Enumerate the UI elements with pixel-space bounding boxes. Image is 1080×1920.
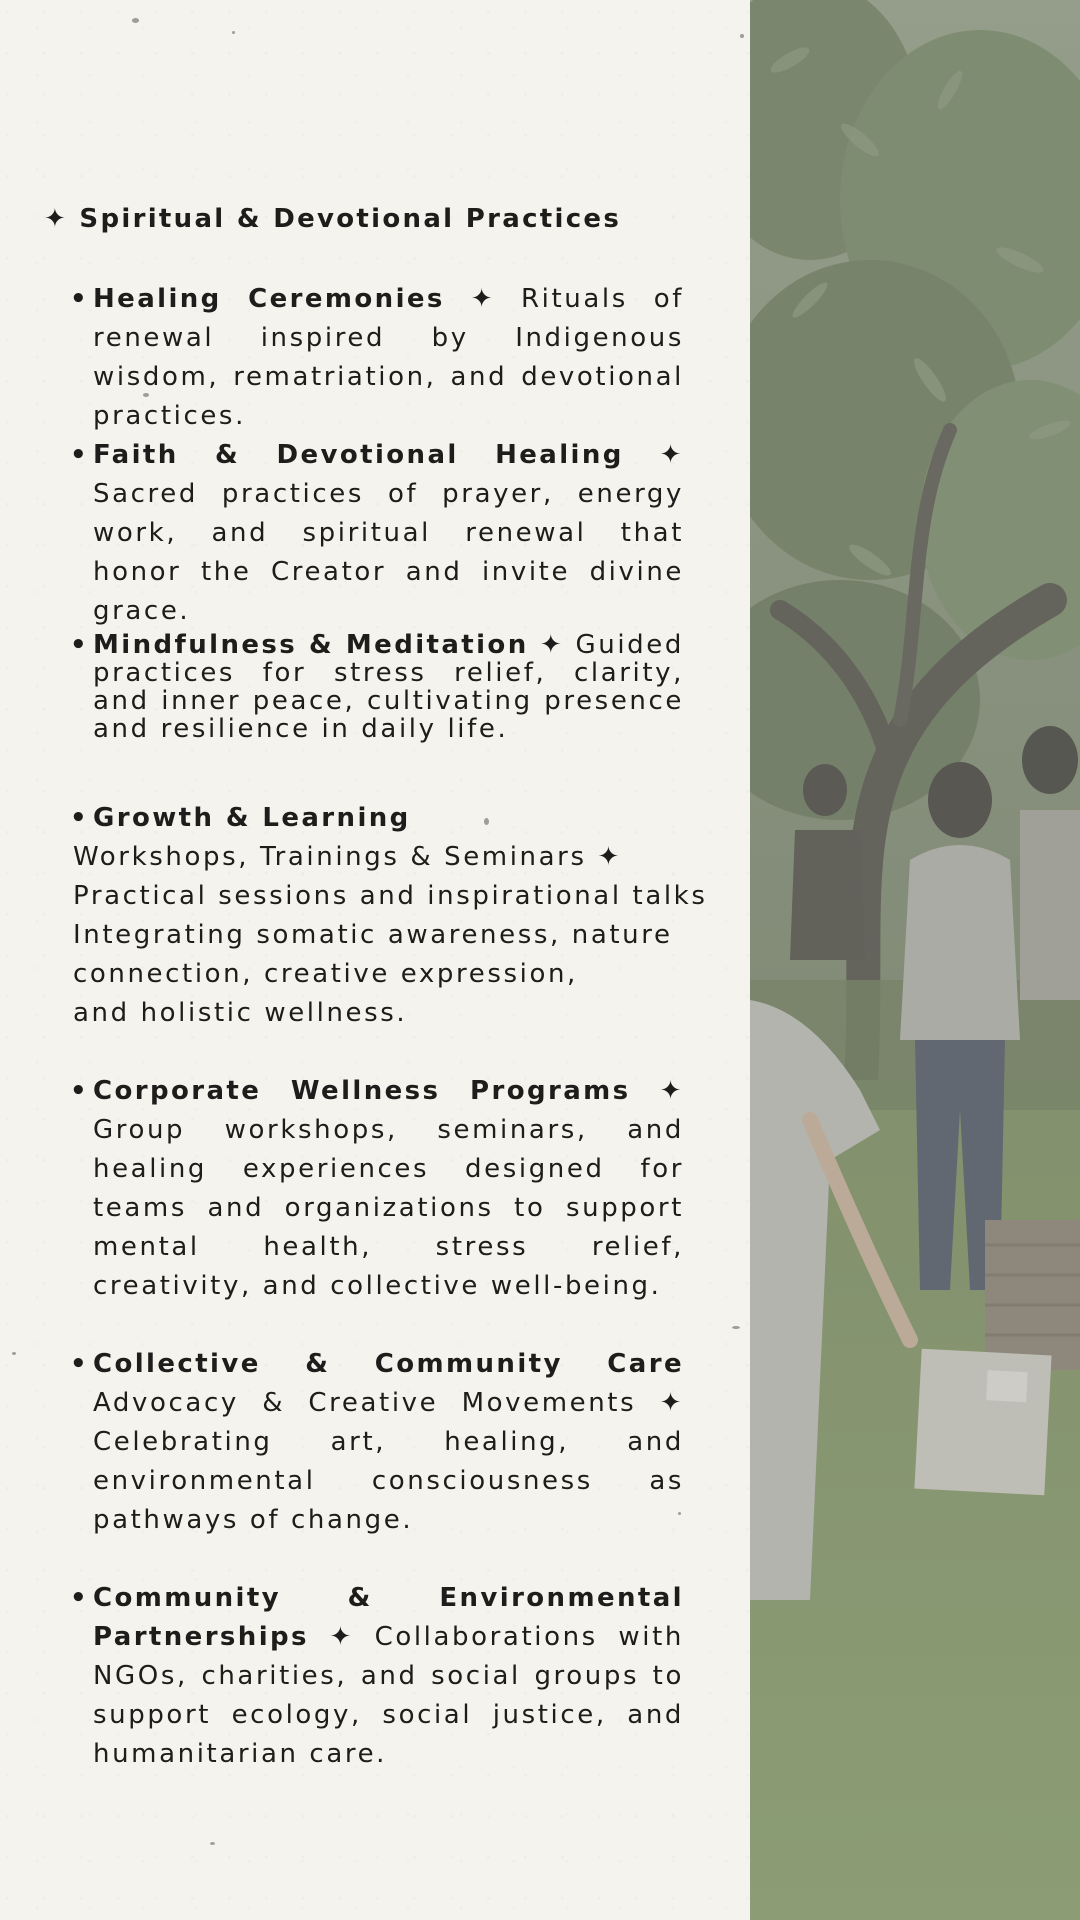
item-text xyxy=(93,799,684,838)
list-item xyxy=(70,631,684,743)
bullet: • xyxy=(70,803,90,833)
sparkle-icon: ✦ xyxy=(659,1076,684,1106)
item-heading: Faith & Devotional Healing xyxy=(93,440,624,470)
item-line: Integrating somatic awareness, nature xyxy=(73,920,673,950)
item-heading: Community & Environmental Partnerships xyxy=(93,1583,684,1652)
list-item xyxy=(70,799,708,1033)
paper-speck xyxy=(132,18,139,23)
section-title: ✦ Spiritual & Devotional Practices xyxy=(44,204,622,234)
item-line: Workshops, Trainings & Seminars ✦ xyxy=(73,842,622,872)
item-text xyxy=(93,1579,684,1774)
background-photo xyxy=(750,0,1080,1920)
sparkle-icon: ✦ xyxy=(659,440,684,470)
list-item xyxy=(70,1345,684,1540)
list-item xyxy=(70,1579,684,1774)
item-description: Collaborations with NGOs, charities, and social groups to support ecology, social justice, and humanitarian care. xyxy=(93,1622,684,1769)
item-heading: Mindfulness & Meditation xyxy=(93,630,529,660)
item-heading: Healing Ceremonies xyxy=(93,284,445,314)
paper-speck xyxy=(210,1842,215,1845)
item-line: connection, creative expression, xyxy=(73,959,578,989)
bullet: • xyxy=(70,1349,90,1379)
sparkle-icon: ✦ xyxy=(539,630,565,660)
sparkle-icon: ✦ xyxy=(329,1622,354,1652)
item-description: Rituals of renewal inspired by Indigenous wisdom, rematriation, and devotional practices. xyxy=(93,284,684,431)
list-item xyxy=(70,1072,684,1306)
item-text xyxy=(93,631,684,743)
item-line: and holistic wellness. xyxy=(73,998,408,1028)
item-line: Practical sessions and inspirational talks xyxy=(73,881,708,911)
bullet: • xyxy=(70,284,90,314)
paper-speck xyxy=(740,34,744,38)
bullet: • xyxy=(70,1076,90,1106)
item-heading: Collective & Community Care xyxy=(93,1349,684,1379)
item-description: Advocacy & Creative Movements ✦ Celebrating art, healing, and environmental consciousness as pathways of change. xyxy=(93,1388,684,1535)
sparkle-icon: ✦ xyxy=(470,284,496,314)
paper-speck xyxy=(12,1352,16,1355)
item-heading: Corporate Wellness Programs xyxy=(93,1076,631,1106)
bullet: • xyxy=(70,440,90,470)
item-description: Group workshops, seminars, and healing experiences designed for teams and organizations to support mental health, stress relief, creativity, and collective well-being. xyxy=(93,1115,684,1301)
item-text xyxy=(93,1345,684,1540)
paper-speck xyxy=(732,1326,740,1329)
bullet: • xyxy=(70,630,90,660)
item-description: Guided practices for stress relief, clarity, and inner peace, cultivating presence and resilience in daily life. xyxy=(93,630,684,744)
item-text xyxy=(93,280,684,436)
item-heading: Growth & Learning xyxy=(93,803,411,833)
item-sub-lines xyxy=(73,838,708,1033)
item-description: Sacred practices of prayer, energy work, and spiritual renewal that honor the Creator and invite divine grace. xyxy=(93,479,684,626)
item-text xyxy=(93,1072,684,1306)
item-text xyxy=(93,436,684,631)
list-item xyxy=(70,280,684,436)
bullet: • xyxy=(70,1583,90,1613)
list-item xyxy=(70,436,684,631)
paper-speck xyxy=(232,31,235,34)
